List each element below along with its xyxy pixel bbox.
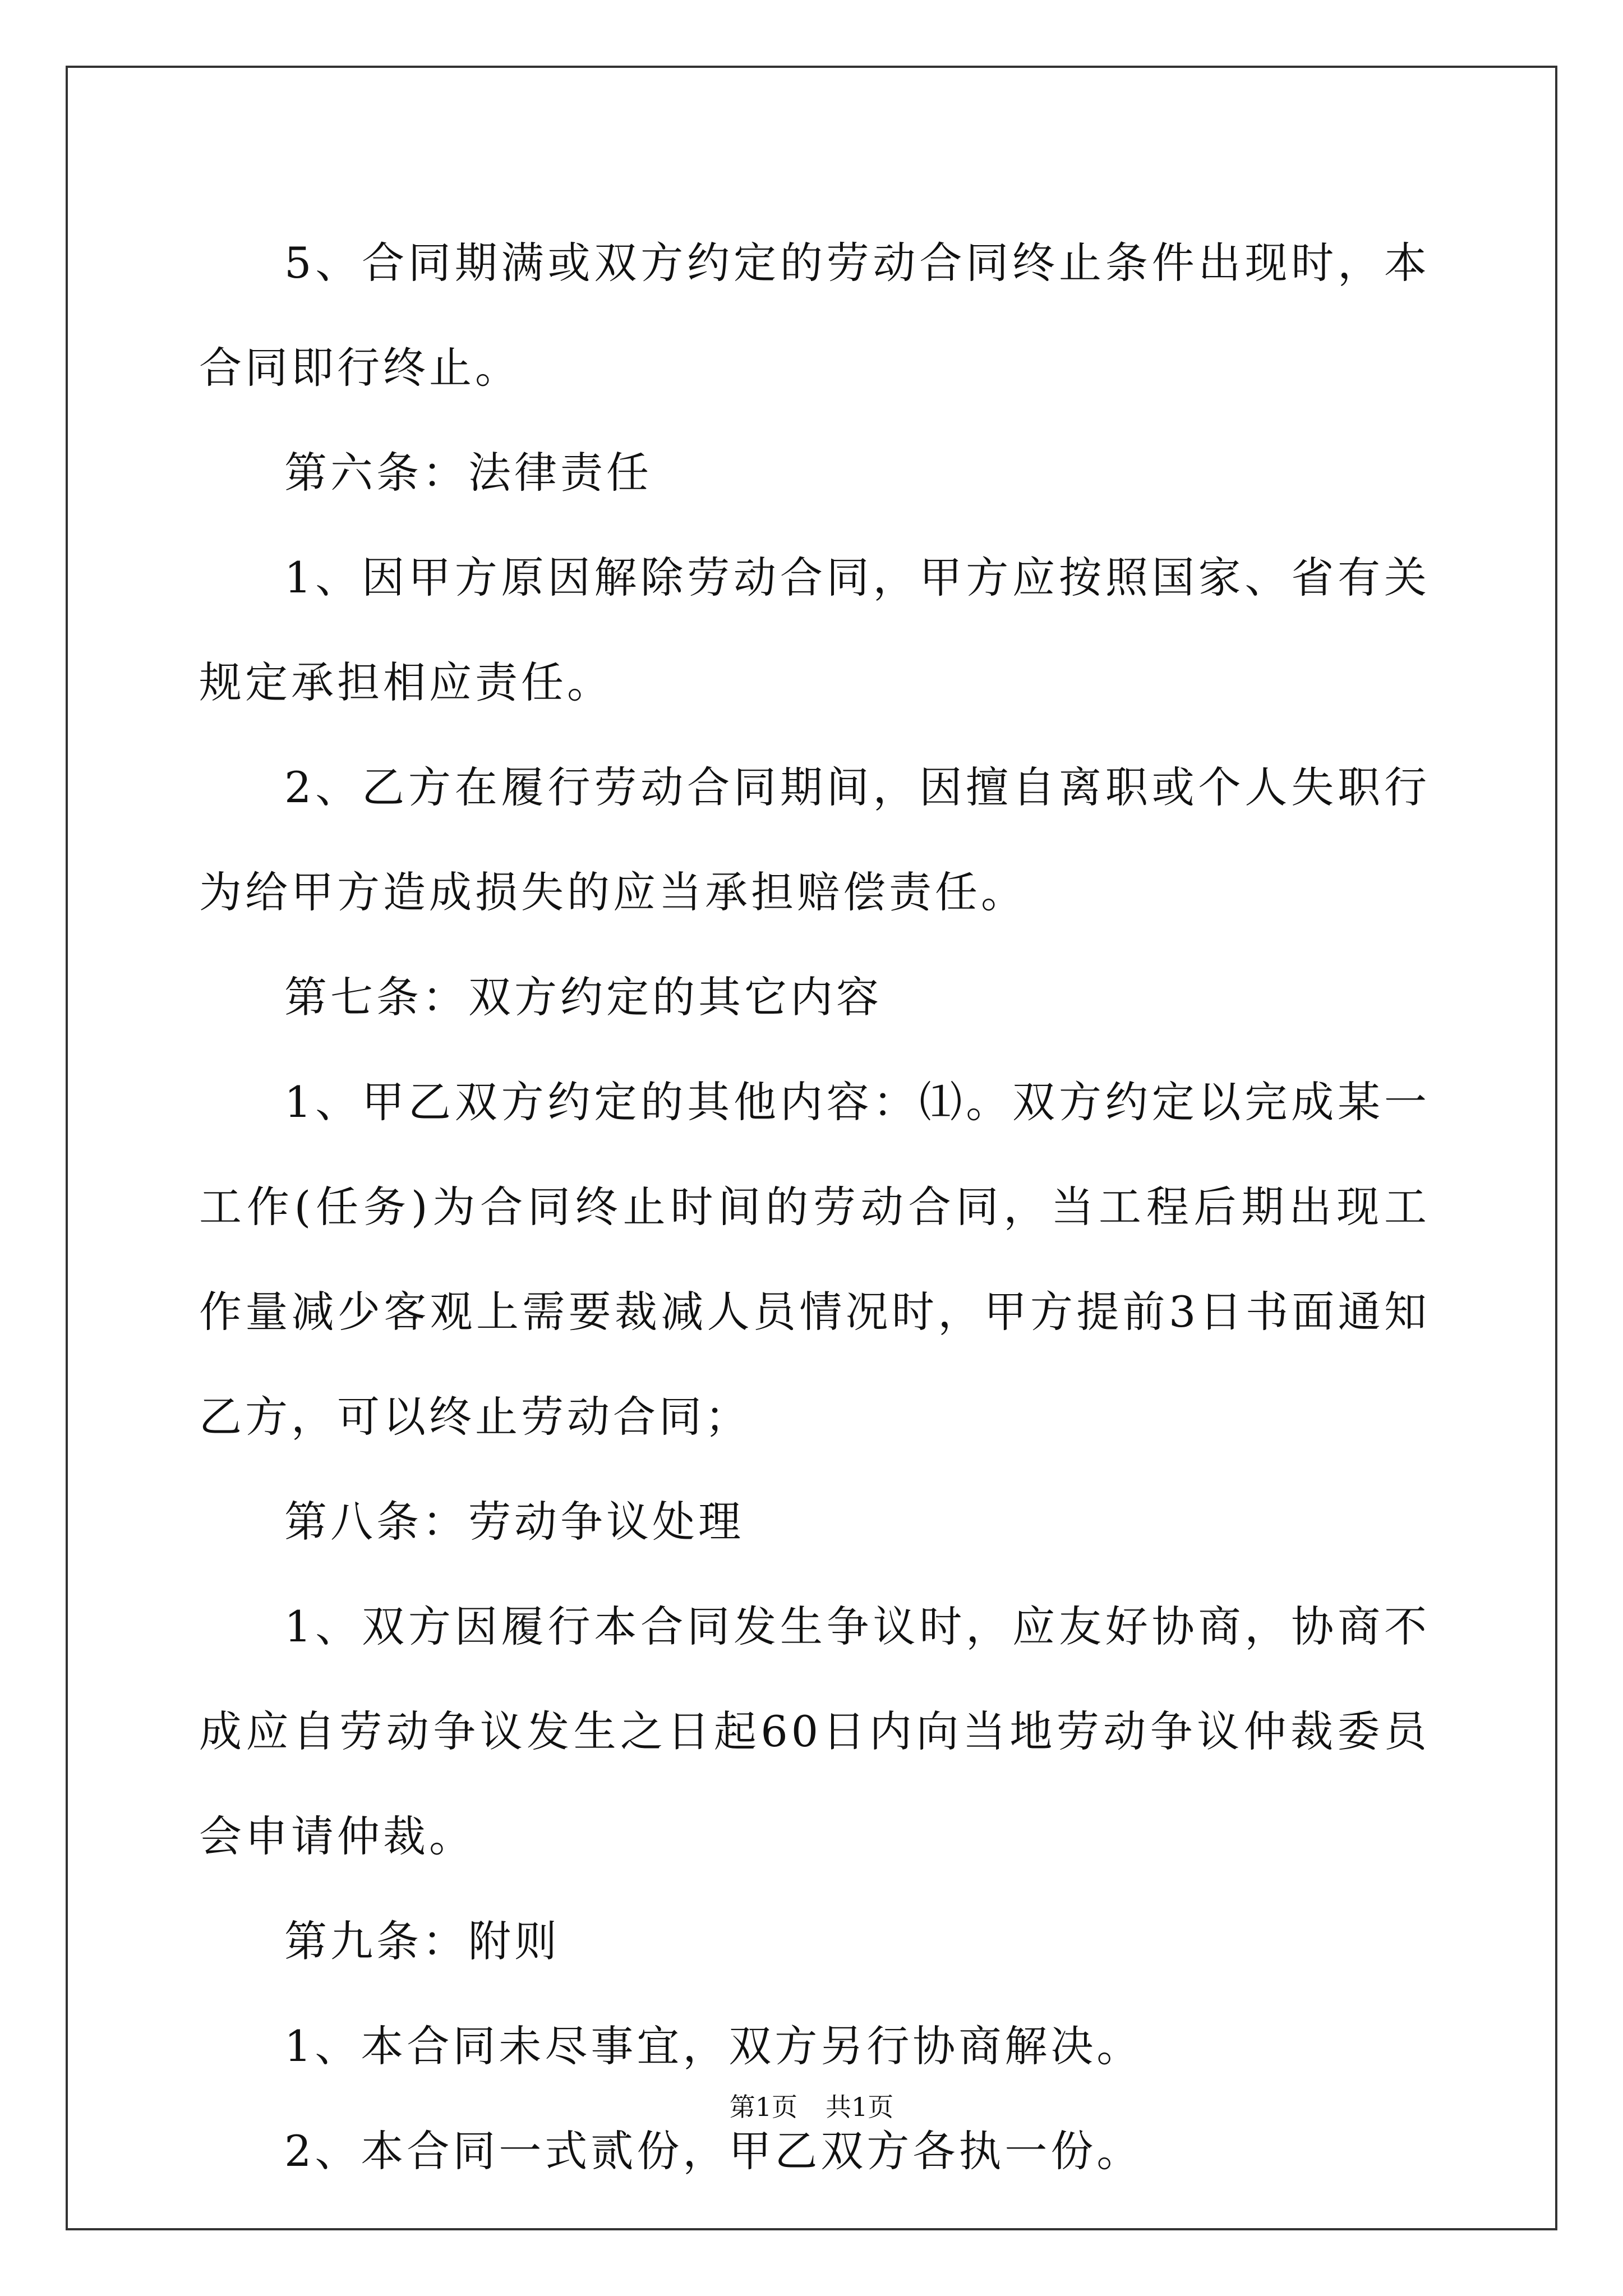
- heading-article-9: 第九条：附则: [284, 1916, 560, 1966]
- paragraph-unresolved-matters: 1、本合同未尽事宜，双方另行协商解决。: [284, 2021, 1143, 2071]
- total-pages-label: 共1页: [826, 2092, 894, 2122]
- paragraph-other-agreements: 1、甲乙双方约定的其他内容：⑴。双方约定以完成某一工作(任务)为合同终止时间的劳动合同，当工程后期出现工作量减少客观上需要裁减人员情况时，甲方提前3日书面通知乙方，可以终止劳动合同；: [199, 1077, 1430, 1442]
- current-page-label: 第1页: [729, 2092, 797, 2122]
- heading-article-8: 第八条：劳动争议处理: [284, 1497, 744, 1547]
- paragraph-dispute-resolution: 1、双方因履行本合同发生争议时，应友好协商，协商不成应自劳动争议发生之日起60日内向当地劳动争议仲裁委员会申请仲裁。: [199, 1602, 1430, 1861]
- paragraph-party-a-liability: 1、因甲方原因解除劳动合同，甲方应按照国家、省有关规定承担相应责任。: [199, 553, 1430, 707]
- paragraph-copies: 2、本合同一式贰份，甲乙双方各执一份。: [284, 2126, 1143, 2176]
- page-footer: [0, 2087, 1623, 2124]
- heading-article-7: 第七条：双方约定的其它内容: [284, 972, 882, 1022]
- document-body: [199, 210, 1430, 2203]
- paragraph-termination-clause: 5、合同期满或双方约定的劳动合同终止条件出现时，本合同即行终止。: [199, 238, 1430, 393]
- paragraph-party-b-liability: 2、乙方在履行劳动合同期间，因擅自离职或个人失职行为给甲方造成损失的应当承担赔偿责任。: [199, 762, 1430, 917]
- heading-article-6: 第六条：法律责任: [284, 448, 652, 498]
